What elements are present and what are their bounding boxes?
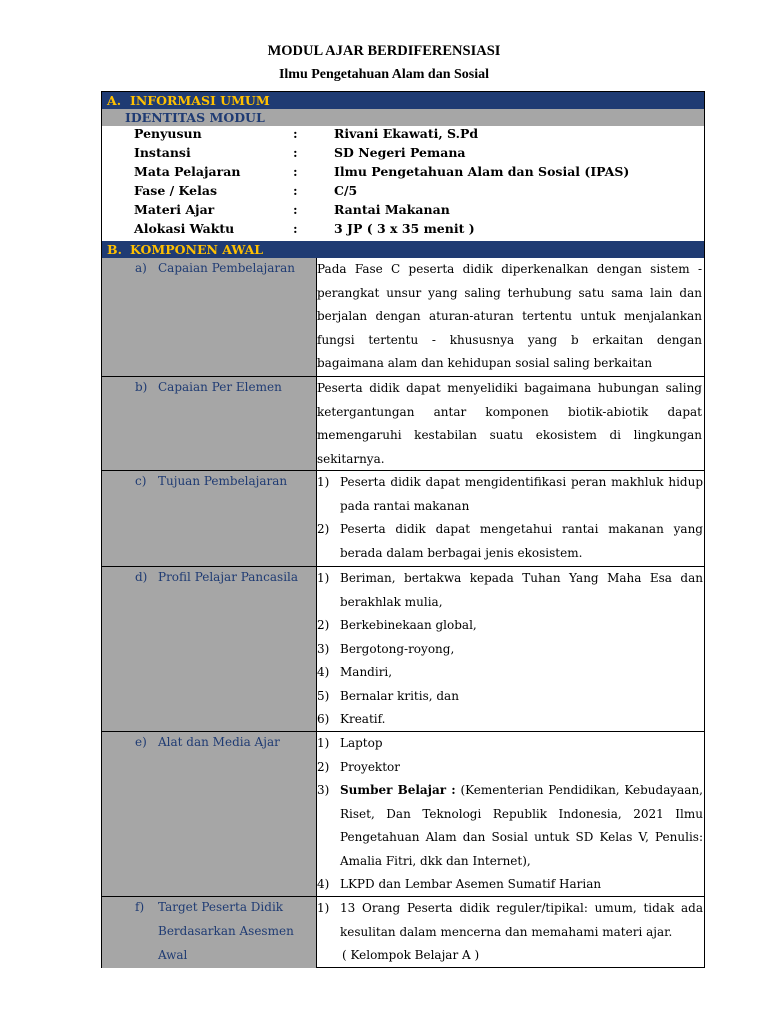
identity-subheader-label: IDENTITAS MODUL [125,110,265,125]
page-title: MODUL AJAR BERDIFERENSIASI [267,43,501,59]
identity-colon: : [293,126,298,141]
section-a-number: A. [107,93,122,108]
list-item [317,638,703,662]
component-row-capaian-pembelajaran [102,258,704,376]
identity-value: Rivani Ekawati, S.Pd [334,126,479,141]
list-number: 6) [317,712,330,726]
identity-row [102,219,704,238]
list-item [317,732,703,756]
component-content-cell [317,567,704,732]
list-number: 4) [317,665,330,679]
component-content-cell [317,897,704,968]
component-row-profil-pelajar-pancasila [102,566,704,732]
component-content-cell [317,471,704,567]
list-item [317,779,703,873]
list-number: 4) [317,877,330,891]
identity-label: Instansi [134,145,191,160]
list-text: 13 Orang Peserta didik reguler/tipikal: umum, tidak ada kesulitan dalam mencerna dan memahami materi ajar. [340,901,703,939]
list-text: LKPD dan Lembar Asemen Sumatif Harian [340,877,602,891]
list-item [317,661,703,685]
sumber-belajar-label: Sumber Belajar : [340,783,456,797]
identity-colon: : [293,202,298,217]
group-note: ( Kelompok Belajar A ) [342,948,480,962]
component-label-cell [102,377,317,471]
list-text: Berkebinekaan global, [340,618,477,632]
list-number: 2) [317,759,330,774]
identity-label: Fase / Kelas [134,183,217,198]
section-b-number: B. [107,242,122,257]
list-number: 1) [317,901,330,915]
identity-colon: : [293,145,298,160]
list-item [317,873,703,897]
list-item [317,756,703,780]
component-letter: a) [135,261,147,275]
component-label-cell [102,732,317,897]
component-name: Capaian Pembelajaran [158,261,295,275]
component-letter: d) [135,570,148,584]
page-subtitle: Ilmu Pengetahuan Alam dan Sosial [278,67,490,82]
list-number: 3) [317,641,330,656]
component-row-tujuan-pembelajaran [102,470,704,567]
identity-row [102,162,704,181]
identity-value: SD Negeri Pemana [334,145,466,160]
list-text: Peserta didik dapat mengetahui rantai makanan yang berada dalam berbagai jenis ekosistem. [340,522,703,560]
identity-row [102,124,704,143]
identity-row [102,143,704,162]
component-name: Tujuan Pembelajaran [158,474,288,488]
component-content-cell [317,258,704,376]
list-text: Peserta didik dapat mengidentifikasi peran makhluk hidup pada rantai makanan [340,475,703,513]
section-a-title: INFORMASI UMUM [130,93,270,108]
section-a-header [102,92,704,109]
identity-row [102,181,704,200]
component-text: Peserta didik dapat menyelidiki bagaimana hubungan saling ketergantungan antar komponen biotik-abiotik dapat memengaruhi kestabilan suatu ekosistem di lingkungan sekitarnya. [317,381,702,466]
component-letter: e) [135,735,147,749]
component-label-cell [102,471,317,567]
identity-value: C/5 [334,183,358,198]
identity-label: Mata Pelajaran [134,164,241,179]
component-letter: b) [135,380,148,394]
list-number: 1) [317,736,330,750]
component-label-cell [102,258,317,376]
component-row-capaian-per-elemen [102,376,704,471]
identity-row [102,200,704,219]
component-label-cell [102,567,317,732]
identity-colon: : [293,221,298,236]
list-text: Laptop [340,736,383,750]
identity-value: 3 JP ( 3 x 35 menit ) [334,221,475,236]
component-letter: f) [135,900,145,914]
identity-label: Alokasi Waktu [134,221,235,236]
list-item [317,518,703,565]
list-item [317,685,703,709]
component-name: Target Peserta Didik Berdasarkan Asesmen Awal [158,900,294,962]
component-content-cell [317,377,704,471]
component-name: Capaian Per Elemen [158,380,282,394]
identity-colon: : [293,164,298,179]
module-table [101,91,705,968]
list-item [317,471,703,518]
list-text: Bernalar kritis, dan [340,688,459,703]
identity-label: Penyusun [134,126,202,141]
list-number: 2) [317,618,330,632]
identity-value: Rantai Makanan [334,202,450,217]
list-number: 1) [317,475,330,489]
list-text: Beriman, bertakwa kepada Tuhan Yang Maha Esa dan berakhlak mulia, [340,571,703,609]
list-text: Kreatif. [340,712,386,726]
list-number: 3) [317,783,330,797]
component-row-alat-dan-media-ajar [102,731,704,897]
section-b-title: KOMPONEN AWAL [130,242,264,257]
component-name: Alat dan Media Ajar [158,735,280,749]
component-text: Pada Fase C peserta didik diperkenalkan dengan sistem - perangkat unsur yang saling terhubung satu sama lain dan berjalan dengan aturan-aturan tertentu untuk menjalankan fungsi tertentu - khususnya yang b erkaitan dengan bagaimana alam dan kehidupan sosial saling berkaitan [317,262,702,370]
component-letter: c) [135,474,147,488]
list-item [317,614,703,638]
identity-label: Materi Ajar [134,202,215,217]
list-text: Mandiri, [340,665,393,679]
list-item [317,708,703,732]
component-label-cell [102,897,317,968]
component-content-cell [317,732,704,897]
identity-value: Ilmu Pengetahuan Alam dan Sosial (IPAS) [334,164,630,179]
list-text: (Kementerian Pendidikan, Kebudayaan, Riset, Dan Teknologi Republik Indonesia, 2021 Ilmu Pengetahuan Alam dan Sosial untuk SD Kelas V, Penulis: Amalia Fitri, dkk dan Internet), [340,783,703,868]
list-number: 2) [317,522,330,536]
list-item [317,897,703,944]
component-name: Profil Pelajar Pancasila [158,570,299,584]
list-item [317,567,703,614]
list-number: 1) [317,571,330,585]
list-number: 5) [317,688,330,703]
list-text: Proyektor [340,759,400,774]
component-row-target-peserta-didik [102,896,704,968]
identity-colon: : [293,183,298,198]
list-text: Bergotong-royong, [340,641,455,656]
